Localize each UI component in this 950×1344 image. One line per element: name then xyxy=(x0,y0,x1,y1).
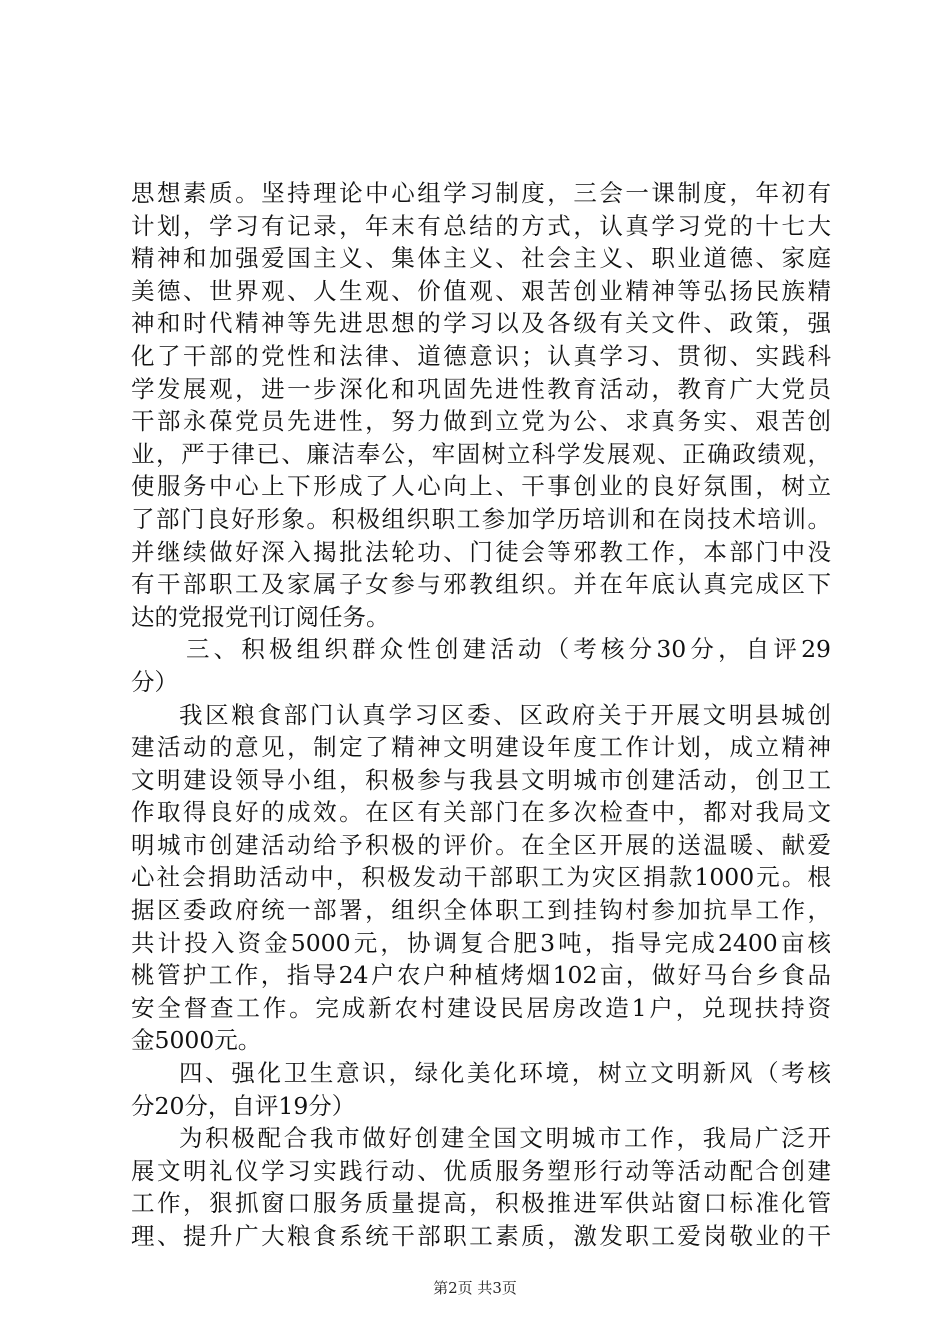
text-line: 业，严于律已、廉洁奉公，牢固树立科学发展观、正确政绩观， xyxy=(131,439,831,468)
section-heading-4 xyxy=(131,1057,831,1122)
text-line: 安全督查工作。完成新农村建设民居房改造1户，兑现扶持资 xyxy=(131,993,831,1022)
text-line: 工作，狠抓窗口服务质量提高，积极推进军供站窗口标准化管 xyxy=(131,1189,831,1218)
heading-line: 四、强化卫生意识，绿化美化环境，树立文明新风（考核 xyxy=(179,1059,831,1088)
text-line: 化了干部的党性和法律、道德意识；认真学习、贯彻、实践科 xyxy=(131,341,831,370)
text-line: 建活动的意见，制定了精神文明建设年度工作计划，成立精神 xyxy=(131,733,831,762)
paragraph-section-4 xyxy=(131,1122,831,1252)
text-line: 理、提升广大粮食系统干部职工素质，激发职工爱岗敬业的干 xyxy=(131,1222,831,1250)
text-line: 计划，学习有记录，年末有总结的方式，认真学习党的十七大 xyxy=(131,211,831,240)
text-line: 文明建设领导小组，积极参与我县文明城市创建活动，创卫工 xyxy=(131,765,831,794)
text-line: 心社会捐助活动中，积极发动干部职工为灾区捐款1000元。根 xyxy=(131,863,831,892)
body-text xyxy=(131,177,831,1253)
paragraph-section-3 xyxy=(131,699,831,1058)
text-line: 美德、世界观、人生观、价值观、艰苦创业精神等弘扬民族精 xyxy=(131,276,831,305)
text-line: 展文明礼仪学习实践行动、优质服务塑形行动等活动配合创建 xyxy=(131,1156,831,1185)
section-heading-3 xyxy=(131,633,831,698)
text-line: 为积极配合我市做好创建全国文明城市工作，我局广泛开 xyxy=(179,1124,831,1153)
text-line: 学发展观，进一步深化和巩固先进性教育活动，教育广大党员 xyxy=(131,374,831,403)
heading-line: 分） xyxy=(131,667,178,696)
text-line: 达的党报党刊订阅任务。 xyxy=(131,602,390,631)
text-line: 并继续做好深入揭批法轮功、门徒会等邪教工作，本部门中没 xyxy=(131,537,831,566)
text-line: 神和时代精神等先进思想的学习以及各级有关文件、政策，强 xyxy=(131,309,831,338)
text-line: 使服务中心上下形成了人心向上、干事创业的良好氛围，树立 xyxy=(131,472,831,501)
text-line: 有干部职工及家属子女参与邪教组织。并在年底认真完成区下 xyxy=(131,570,831,599)
text-line: 作取得良好的成效。在区有关部门在多次检查中，都对我局文 xyxy=(131,798,831,827)
text-line: 金5000元。 xyxy=(131,1026,262,1055)
paragraph-intro xyxy=(131,177,831,633)
text-line: 共计投入资金5000元，协调复合肥3吨，指导完成2400亩核 xyxy=(131,928,831,957)
heading-line: 三、积极组织群众性创建活动（考核分30分，自评29 xyxy=(186,635,831,664)
page-number-footer: 第2页 共3页 xyxy=(433,1279,517,1297)
text-line: 干部永葆党员先进性，努力做到立党为公、求真务实、艰苦创 xyxy=(131,407,831,436)
text-line: 据区委政府统一部署，组织全体职工到挂钩村参加抗旱工作， xyxy=(131,896,831,925)
text-line: 精神和加强爱国主义、集体主义、社会主义、职业道德、家庭 xyxy=(131,244,831,273)
text-line: 明城市创建活动给予积极的评价。在全区开展的送温暖、献爱 xyxy=(131,830,831,859)
heading-line: 分20分，自评19分） xyxy=(131,1091,356,1120)
text-line: 了部门良好形象。积极组织职工参加学历培训和在岗技术培训。 xyxy=(131,504,831,533)
text-line: 桃管护工作，指导24户农户种植烤烟102亩，做好马台乡食品 xyxy=(131,961,831,990)
text-line: 思想素质。坚持理论中心组学习制度，三会一课制度，年初有 xyxy=(131,179,831,207)
text-line: 我区粮食部门认真学习区委、区政府关于开展文明县城创 xyxy=(179,700,831,729)
